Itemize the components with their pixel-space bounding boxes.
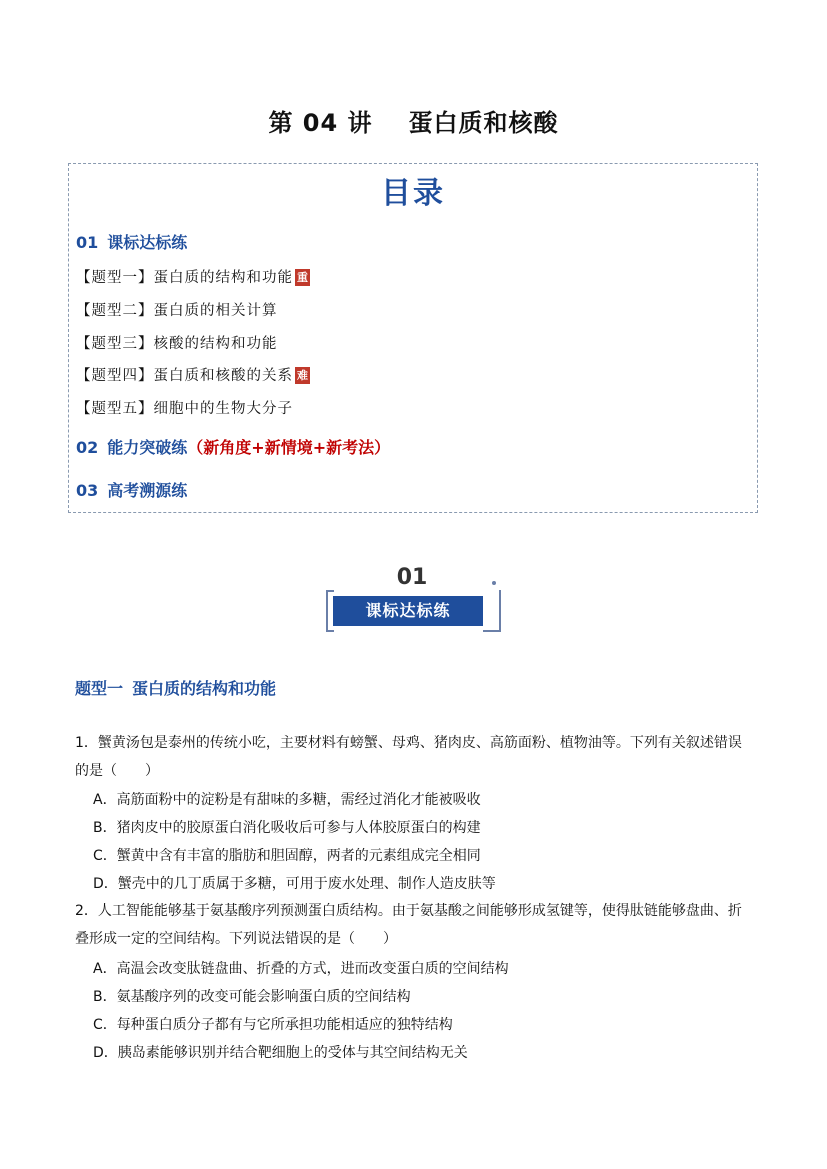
toc-section-02[interactable] <box>76 435 390 458</box>
toc-section-extra: （新角度+新情境+新考法） <box>187 438 391 457</box>
topic-label: 蛋白质的结构和功能 <box>132 679 277 698</box>
question-2-stem: 2．人工智能能够基于氨基酸序列预测蛋白质结构。由于氨基酸之间能够形成氢键等，使得肽链能够盘曲、折叠形成一定的空间结构。下列说法错误的是（ ） <box>75 903 742 947</box>
toc-item-type-1[interactable] <box>76 266 310 287</box>
question-2-option-b[interactable]: B．氨基酸序列的改变可能会影响蛋白质的空间结构 <box>93 989 411 1005</box>
banner-bracket-right <box>483 590 501 632</box>
banner-dot <box>492 581 496 585</box>
toc-item-label: 【题型一】蛋白质的结构和功能 <box>76 270 293 286</box>
toc-section-num: 02 <box>76 438 99 457</box>
hard-badge: 难 <box>297 369 308 382</box>
toc-section-01[interactable] <box>76 230 187 253</box>
toc-item-type-3[interactable] <box>76 332 278 353</box>
page-title <box>0 103 827 138</box>
lecture-subject: 蛋白质和核酸 <box>408 109 559 137</box>
toc-section-num: 03 <box>76 481 99 500</box>
toc-item-label: 【题型五】细胞中的生物大分子 <box>76 401 293 417</box>
toc-item-type-4[interactable] <box>76 364 310 385</box>
toc-section-label: 能力突破练 <box>107 438 188 457</box>
question-2-option-d[interactable]: D．胰岛素能够识别并结合靶细胞上的受体与其空间结构无关 <box>93 1045 468 1061</box>
question-1-option-c[interactable]: C．蟹黄中含有丰富的脂肪和胆固醇，两者的元素组成完全相同 <box>93 848 481 864</box>
question-2-option-a[interactable]: A．高温会改变肽链盘曲、折叠的方式，进而改变蛋白质的空间结构 <box>93 961 509 977</box>
toc-item-label: 【题型三】核酸的结构和功能 <box>76 336 278 352</box>
section-number: 01 <box>396 565 428 590</box>
toc-item-type-2[interactable] <box>76 299 278 320</box>
question-1-option-a[interactable]: A．高筋面粉中的淀粉是有甜味的多糖，需经过消化才能被吸收 <box>93 792 481 808</box>
toc-section-label: 高考溯源练 <box>107 481 188 500</box>
toc-section-num: 01 <box>76 233 99 252</box>
question-1-option-d[interactable]: D．蟹壳中的几丁质属于多糖，可用于废水处理、制作人造皮肤等 <box>93 876 496 892</box>
topic-heading <box>75 676 276 699</box>
question-1-option-b[interactable]: B．猪肉皮中的胶原蛋白消化吸收后可参与人体胶原蛋白的构建 <box>93 820 481 836</box>
key-badge: 重 <box>297 271 308 284</box>
toc-section-label: 课标达标练 <box>107 233 188 252</box>
toc-item-label: 【题型四】蛋白质和核酸的关系 <box>76 368 293 384</box>
toc-section-03[interactable] <box>76 478 187 501</box>
lecture-number: 第 04 讲 <box>268 109 373 137</box>
topic-number: 题型一 <box>75 679 124 698</box>
toc-item-type-5[interactable] <box>76 397 293 418</box>
question-2-option-c[interactable]: C．每种蛋白质分子都有与它所承担功能相适应的独特结构 <box>93 1017 453 1033</box>
section-banner <box>322 565 502 635</box>
toc-item-label: 【题型二】蛋白质的相关计算 <box>76 303 278 319</box>
section-label: 课标达标练 <box>333 596 483 626</box>
question-1-stem: 1．蟹黄汤包是泰州的传统小吃，主要材料有螃蟹、母鸡、猪肉皮、高筋面粉、植物油等。下列有关叙述错误的是（ ） <box>75 735 742 779</box>
toc-heading: 目录 <box>381 176 445 211</box>
table-of-contents <box>68 163 758 513</box>
